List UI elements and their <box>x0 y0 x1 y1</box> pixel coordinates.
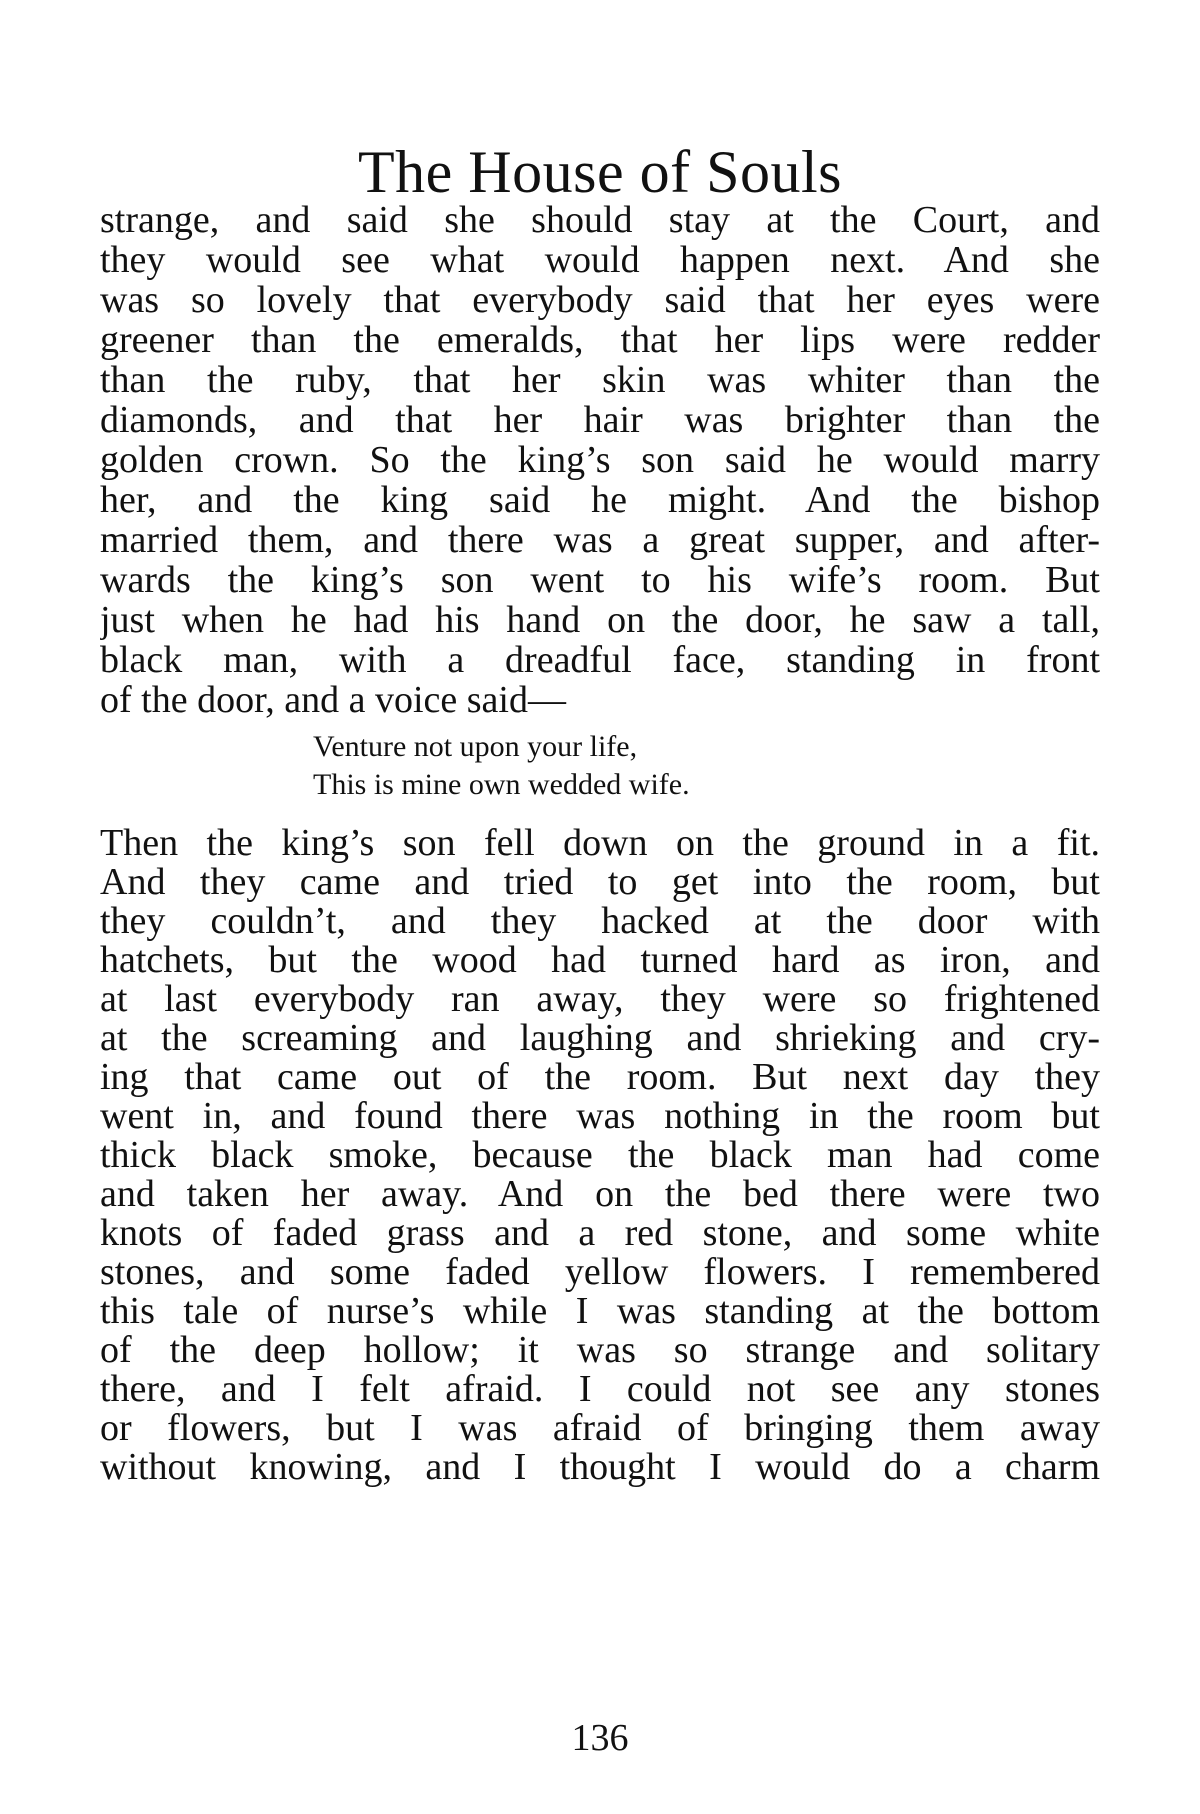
text-line: they would see what would happen next. And she <box>100 239 1100 281</box>
verse-line: This is mine own wedded wife. <box>313 768 690 801</box>
text-line: strange, and said she should stay at the Court, and <box>100 199 1100 241</box>
text-line: and taken her away. And on the bed there were two <box>100 1173 1100 1215</box>
text-line: thick black smoke, because the black man had come <box>100 1134 1100 1176</box>
text-line: went in, and found there was nothing in the room but <box>100 1095 1100 1137</box>
text-line: diamonds, and that her hair was brighter than the <box>100 399 1100 441</box>
text-line: they couldn’t, and they hacked at the door with <box>100 900 1100 942</box>
text-line: greener than the emeralds, that her lips were redder <box>100 319 1100 361</box>
text-line: there, and I felt afraid. I could not see any stones <box>100 1368 1100 1410</box>
text-line: stones, and some faded yellow flowers. I remembered <box>100 1251 1100 1293</box>
text-line: at the screaming and laughing and shrieking and cry- <box>100 1017 1100 1059</box>
text-line: ing that came out of the room. But next day they <box>100 1056 1100 1098</box>
text-line: without knowing, and I thought I would do a charm <box>100 1446 1100 1488</box>
text-line: knots of faded grass and a red stone, and some white <box>100 1212 1100 1254</box>
text-line: of the deep hollow; it was so strange and solitary <box>100 1329 1100 1371</box>
text-line: her, and the king said he might. And the bishop <box>100 479 1100 521</box>
page-number: 136 <box>571 1717 629 1759</box>
text-line: wards the king’s son went to his wife’s room. But <box>100 559 1100 601</box>
verse-line: Venture not upon your life, <box>313 730 638 763</box>
text-line: than the ruby, that her skin was whiter than the <box>100 359 1100 401</box>
text-line: black man, with a dreadful face, standing in front <box>100 639 1100 681</box>
running-title: The House of Souls <box>358 139 842 205</box>
text-line: golden crown. So the king’s son said he would marry <box>100 439 1100 481</box>
text-line: was so lovely that everybody said that her eyes were <box>100 279 1100 321</box>
text-line: or flowers, but I was afraid of bringing them away <box>100 1407 1100 1449</box>
text-line: at last everybody ran away, they were so frightened <box>100 978 1100 1020</box>
text-line: married them, and there was a great supper, and after- <box>100 519 1100 561</box>
text-line: just when he had his hand on the door, he saw a tall, <box>100 599 1100 641</box>
text-line: this tale of nurse’s while I was standing at the bottom <box>100 1290 1100 1332</box>
text-line: And they came and tried to get into the room, but <box>100 861 1100 903</box>
text-line: Then the king’s son fell down on the ground in a fit. <box>100 822 1100 864</box>
text-line: of the door, and a voice said— <box>100 679 566 721</box>
text-line: hatchets, but the wood had turned hard as iron, and <box>100 939 1100 981</box>
